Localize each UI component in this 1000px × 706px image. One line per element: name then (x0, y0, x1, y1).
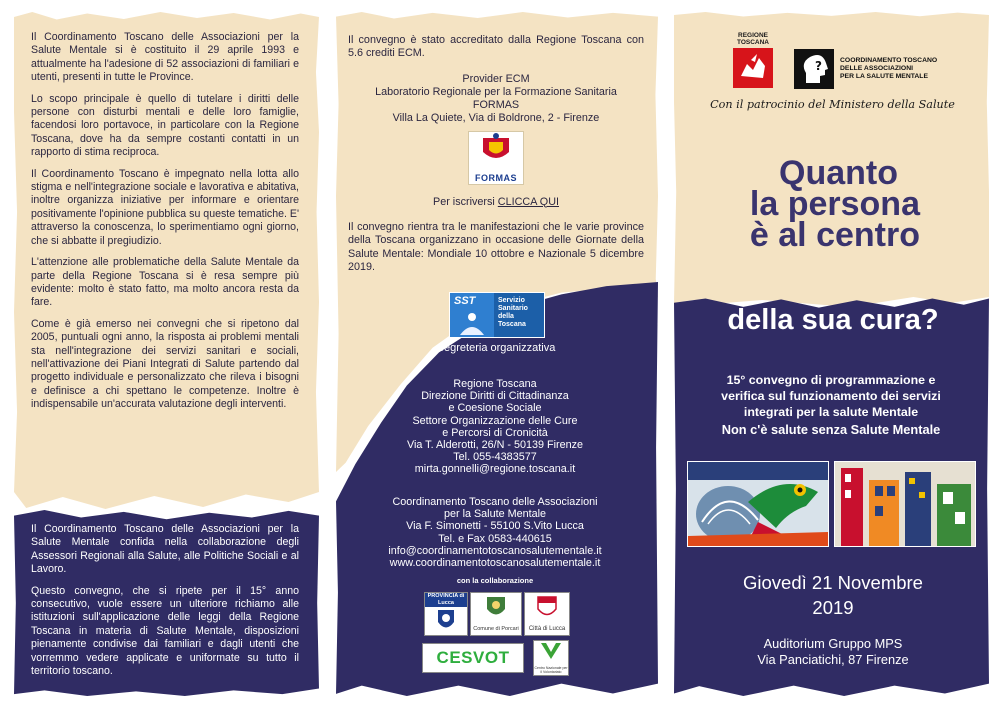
coord-logo-line: PER LA SALUTE MENTALE (840, 73, 928, 80)
lucca-logo-text: Città di Lucca (528, 626, 566, 632)
title-line: Quanto (779, 154, 898, 192)
coord-contacts (348, 496, 642, 569)
sst-logo (449, 292, 545, 338)
pegaso-icon (733, 48, 773, 88)
coord-logo-line: COORDINAMENTO TOSCANO (840, 57, 938, 64)
centro-v-icon (539, 641, 563, 661)
left-bottom-paragraph: Il Coordinamento Toscano delle Associazioni per la Salute Mentale confida nella collaborazione degli Assessori Regionali alla Salute, alle Politiche Sociali e al Lavoro. (31, 523, 299, 576)
formas-logo-text: FORMAS (475, 173, 517, 184)
svg-text:?: ? (815, 59, 822, 73)
sst-line: della (498, 313, 514, 320)
regione-line: Regione Toscana (453, 378, 537, 390)
cesvot-logo-text: CESVOT (436, 648, 510, 667)
coord-line: Coordinamento Toscano delle Associazioni (392, 496, 598, 508)
regione-line: Tel. 055-4383577 (453, 451, 537, 464)
regione-email[interactable]: mirta.gonnelli@regione.toscana.it (414, 463, 576, 476)
left-paragraph: Lo scopo principale è quello di tutelare i diritti delle persone con disturbi mentali e delle loro famiglie, facendosi loro portavoce, in particolare con la Regione Toscana, dove ha da sempre costanti contatti in un rapporto di stima reciproca. (31, 92, 299, 159)
manifestazioni-text: Il convegno rientra tra le manifestazioni che le varie province della Toscana organizzano in occasione delle Giornate della Salute Mentale: Mondiale 10 ottobre e Nazionale 5 dicembre 2019. (348, 221, 644, 274)
coord-line: Tel. e Fax 0583-440615 (438, 532, 552, 545)
date-line: Giovedì 21 Novembre (743, 572, 923, 593)
formas-logo (348, 131, 644, 186)
provider-line: Laboratorio Regionale per la Formazione Sanitaria (375, 85, 617, 98)
left-paragraph: L'attenzione alle problematiche della Salute Mentale da parte della Regione Toscana si è resa sempre più evidente: molto è stato fatto, ma molto ancora resta da fare. (31, 256, 299, 309)
iscrizione-link[interactable]: CLICCA QUI (497, 195, 559, 208)
provincia-logo-text: PROVINCIA di Lucca (425, 593, 467, 607)
sst-line: Sanitario (498, 305, 528, 312)
left-paragraph: Il Coordinamento Toscano delle Associazioni per la Salute Mentale si è costituito il 29 aprile 1993 e attualmente ha l'adesione di 52 associazioni di familiari e utenti, presenti in tutte le Province. (31, 31, 299, 84)
segreteria-title: Segreteria organizzativa (436, 342, 556, 354)
sst-abbr: SST (454, 295, 476, 307)
convegno-line: integrati per la salute Mentale (743, 405, 919, 419)
artwork-image-left (687, 461, 829, 547)
motto: Non c'è salute senza Salute Mentale (721, 422, 941, 437)
provincia-lucca-logo (424, 592, 468, 636)
provider-line: Provider ECM (462, 72, 530, 85)
provider-line: FORMAS (472, 98, 520, 111)
provider-block (348, 73, 644, 125)
sst-figure-icon (450, 309, 494, 337)
event-date (690, 570, 976, 620)
regione-contacts (360, 378, 630, 476)
coord-line: per la Salute Mentale (443, 508, 547, 521)
title-line: è al centro (749, 216, 920, 254)
artwork-bird-icon (688, 462, 828, 546)
artwork-image-right (834, 461, 976, 547)
title-tail: della sua cura? (727, 304, 939, 336)
centro-logo-text: Centro Nazionale per il Volontariato (534, 666, 568, 674)
regione-line: e Percorsi di Cronicità (442, 426, 548, 439)
iscrizione-line (348, 196, 644, 209)
sst-line: Toscana (498, 321, 526, 328)
artwork-city-icon (835, 462, 975, 546)
ecm-text: Il convegno è stato accreditato dalla Regione Toscana con 5.6 crediti ECM. (348, 34, 644, 60)
regione-logo-text: REGIONE TOSCANA (736, 32, 770, 46)
coord-email[interactable]: info@coordinamentotoscanosalutementale.it (388, 544, 602, 557)
convegno-description (686, 372, 976, 438)
regione-line: Settore Organizzazione delle Cure (412, 414, 578, 427)
sst-line: Servizio (498, 297, 525, 304)
regione-line: e Coesione Sociale (448, 402, 542, 415)
title-line: la persona (749, 185, 920, 223)
porcari-crest-icon (483, 593, 509, 621)
left-top-text (31, 31, 299, 420)
comune-porcari-logo (470, 592, 522, 636)
venue-line: Auditorium Gruppo MPS (763, 636, 903, 651)
collab-label: con la collaborazione (456, 576, 534, 585)
coord-line: Via F. Simonetti - 55100 S.Vito Lucca (406, 520, 584, 533)
regione-line: Via T. Alderotti, 26/N - 50139 Firenze (406, 439, 584, 452)
convegno-line: 15° convegno di programmazione e (726, 373, 936, 387)
coord-logo-line: DELLE ASSOCIAZIONI (840, 65, 914, 72)
coordinamento-logo (794, 46, 974, 92)
porcari-logo-text: Comune di Porcari (473, 626, 519, 632)
regione-line: Direzione Diritti di Cittadinanza (421, 390, 569, 403)
provincia-crest-icon (425, 607, 467, 635)
regione-toscana-logo (727, 32, 779, 93)
citta-lucca-logo (524, 592, 570, 636)
patrocinio-text: Con il patrocinio del Ministero della Salute (710, 98, 955, 111)
formas-crest-icon (469, 132, 523, 168)
lucca-crest-icon (534, 593, 560, 621)
convegno-line: verifica sul funzionamento dei servizi (721, 389, 941, 403)
left-paragraph: Come è già emerso nei convegni che si ripetono dal 2005, puntuali ogni anno, la risposta ai problemi mentali sta nell'integrazione dei servizi sanitari e sociali, nell'attivazione dei Piani Integrati di Salute partendo dal progetto individuale e personalizzato che rileva i bisogni e definisce a chi spettano le competenze. Inoltre è indispensabile un'accurata valutazione degli interventi. (31, 317, 299, 411)
left-bottom-paragraph: Questo convegno, che si ripete per il 15° anno consecutivo, vuole essere un ulteriore richiamo alle istituzioni sull'applicazione delle leggi della Regione Toscana in materia di Salute Mentale, disposizioni pienamente condivise dai familiari e dagli utenti che vorremmo vedere applicate e uniformate su tutto il territorio toscano. (31, 584, 299, 678)
iscrizione-prefix: Per iscriversi (433, 195, 498, 208)
head-profile-icon (794, 49, 834, 89)
left-paragraph: Il Coordinamento Toscano è impegnato nella lotta allo stigma e nell'integrazione sociale e lavorativa e abitativa, inoltre organizza iniziative per informare e orientare positivamente l'opinione pubblica su queste tematiche. E' attraverso la conoscenza, lo sperimentiamo ogni giorno, che si abbatte il pregiudizio. (31, 167, 299, 247)
main-title (690, 154, 950, 254)
cesvot-logo (422, 643, 524, 673)
centro-volontariato-logo (533, 640, 569, 676)
provider-line: Villa La Quiete, Via di Boldrone, 2 - Firenze (392, 111, 600, 124)
event-venue (690, 636, 976, 668)
middle-top-text (348, 34, 644, 283)
left-bottom-text (31, 523, 299, 686)
coord-website[interactable]: www.coordinamentotoscanosalutementale.it (389, 557, 601, 570)
venue-address: Via Panciatichi, 87 Firenze (757, 652, 909, 667)
date-year: 2019 (812, 597, 854, 618)
